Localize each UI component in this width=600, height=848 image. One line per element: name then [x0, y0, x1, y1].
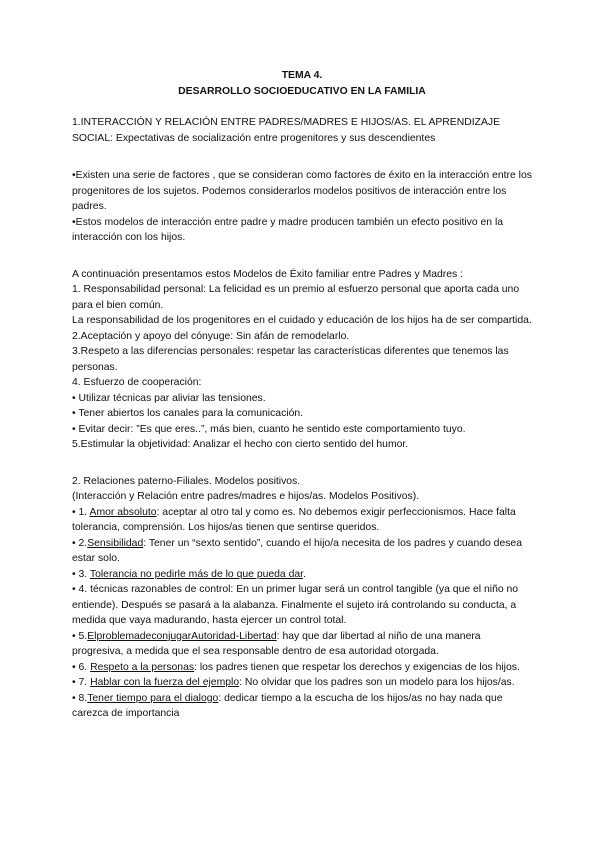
- point-6: [72, 660, 532, 676]
- section2-subheading: (Interacción y Relación entre padres/madres e hijos/as. Modelos Positivos).: [72, 491, 420, 502]
- section1-bullet-a: •Existen una serie de factores , que se consideran como factores de éxito en la interacción entre los progenitores de los sujetos. Podemos considerarlos modelos positivos de interacción entre los padres.: [72, 170, 532, 212]
- point-2: [72, 536, 532, 567]
- section1-intro: A continuación presentamos estos Modelos de Éxito familiar entre Padres y Madres :: [72, 268, 463, 280]
- point-3-prefix: • 3.: [72, 568, 90, 580]
- point-2-text: : Tener un “sexto sentido”, cuando el hijo/a necesita de los padres y cuando desea estar solo.: [72, 537, 522, 564]
- item-2: 2.Aceptación y apoyo del cónyuge: Sin afán de remodelarlo.: [72, 330, 350, 342]
- point-7: [72, 675, 532, 691]
- point-6-text: : los padres tienen que respetar los derechos y exigencias de los hijos.: [194, 661, 520, 673]
- point-2-prefix: • 2.: [72, 537, 88, 549]
- document-page: [72, 68, 532, 722]
- point-1-text: : aceptar al otro tal y como es. No debemos exigir perfeccionismos. Hace falta tolerancia, comprensión. Los hijos/as tienen que sentirse queridos.: [72, 506, 516, 533]
- item-5: 5.Estimular la objetividad: Analizar el hecho con cierto sentido del humor.: [72, 439, 409, 450]
- point-6-prefix: • 6.: [72, 661, 91, 673]
- point-7-text: : No olvidar que los padres son un modelo para los hijos/as.: [239, 677, 515, 688]
- point-1-prefix: • 1.: [72, 506, 90, 518]
- point-3-term: Tolerancia no pedirle más de lo que pueda dar: [89, 568, 304, 580]
- point-4: • 4. técnicas razonables de control: En un primer lugar será un control tangible (ya que el niño no entiende). Después se pasará a la alabanza. Finalmente el sujeto irá controlando su conducta, a medida que vaya madurando, hasta ejercer un control total.: [72, 584, 519, 626]
- section2-heading: 2. Relaciones paterno-Filiales. Modelos positivos.: [72, 475, 301, 487]
- point-5: [72, 629, 532, 660]
- item-3: 3.Respeto a las diferencias personales: respetar las características diferentes que tenemos las personas.: [72, 346, 509, 373]
- point-1: [72, 505, 532, 536]
- point-8-prefix: • 8.: [72, 692, 88, 704]
- item-4c: • Evitar decir: ”Es que eres..”, más bien, cuanto he sentido este comportamiento tuyo.: [72, 423, 466, 435]
- point-1-term: Amor absoluto: [89, 506, 157, 518]
- point-5-text: : hay que dar libertad al niño de una manera progresiva, a medida que el sea responsable dentro de esa autoridad otorgada.: [72, 630, 481, 657]
- point-3-text: .: [303, 568, 306, 580]
- point-7-term: Hablar con la fuerza del ejemplo: [90, 677, 240, 688]
- point-5-term: ElproblemadeconjugarAutoridad-Libertad: [87, 630, 277, 642]
- item-1b: La responsabilidad de los progenitores en el cuidado y educación de los hijos ha de ser compartida.: [72, 315, 532, 326]
- item-4: 4. Esfuerzo de cooperación:: [72, 377, 202, 388]
- item-4b: • Tener abiertos los canales para la comunicación.: [72, 408, 304, 419]
- point-7-prefix: • 7.: [72, 677, 91, 688]
- section1-heading: 1.INTERACCIÓN Y RELACIÓN ENTRE PADRES/MADRES E HIJOS/AS. EL APRENDIZAJE SOCIAL: Expectativas de socialización entre progenitores y sus descendientes: [72, 117, 501, 144]
- point-3: [72, 567, 532, 583]
- point-6-term: Respeto a la personas: [90, 661, 195, 673]
- point-8-term: Tener tiempo para el dialogo: [87, 692, 219, 704]
- point-2-term: Sensibilidad: [87, 537, 144, 549]
- point-5-prefix: • 5.: [72, 630, 88, 642]
- point-8: [72, 691, 532, 722]
- tema-label: TEMA 4.: [281, 70, 323, 81]
- point-8-text: : dedicar tiempo a la escucha de los hijos/as no hay nada que carezca de importancia: [72, 692, 503, 719]
- document-title: DESARROLLO SOCIOEDUCATIVO EN LA FAMILIA: [178, 85, 426, 97]
- section1-bullet-b: •Estos modelos de interacción entre padre y madre producen también un efecto positivo en la interacción con los hijos.: [72, 216, 504, 243]
- item-4a: • Utilizar técnicas par aliviar las tensiones.: [72, 392, 266, 404]
- item-1: 1. Responsabilidad personal: La felicidad es un premio al esfuerzo personal que aporta cada uno para el bien común.: [72, 284, 520, 311]
